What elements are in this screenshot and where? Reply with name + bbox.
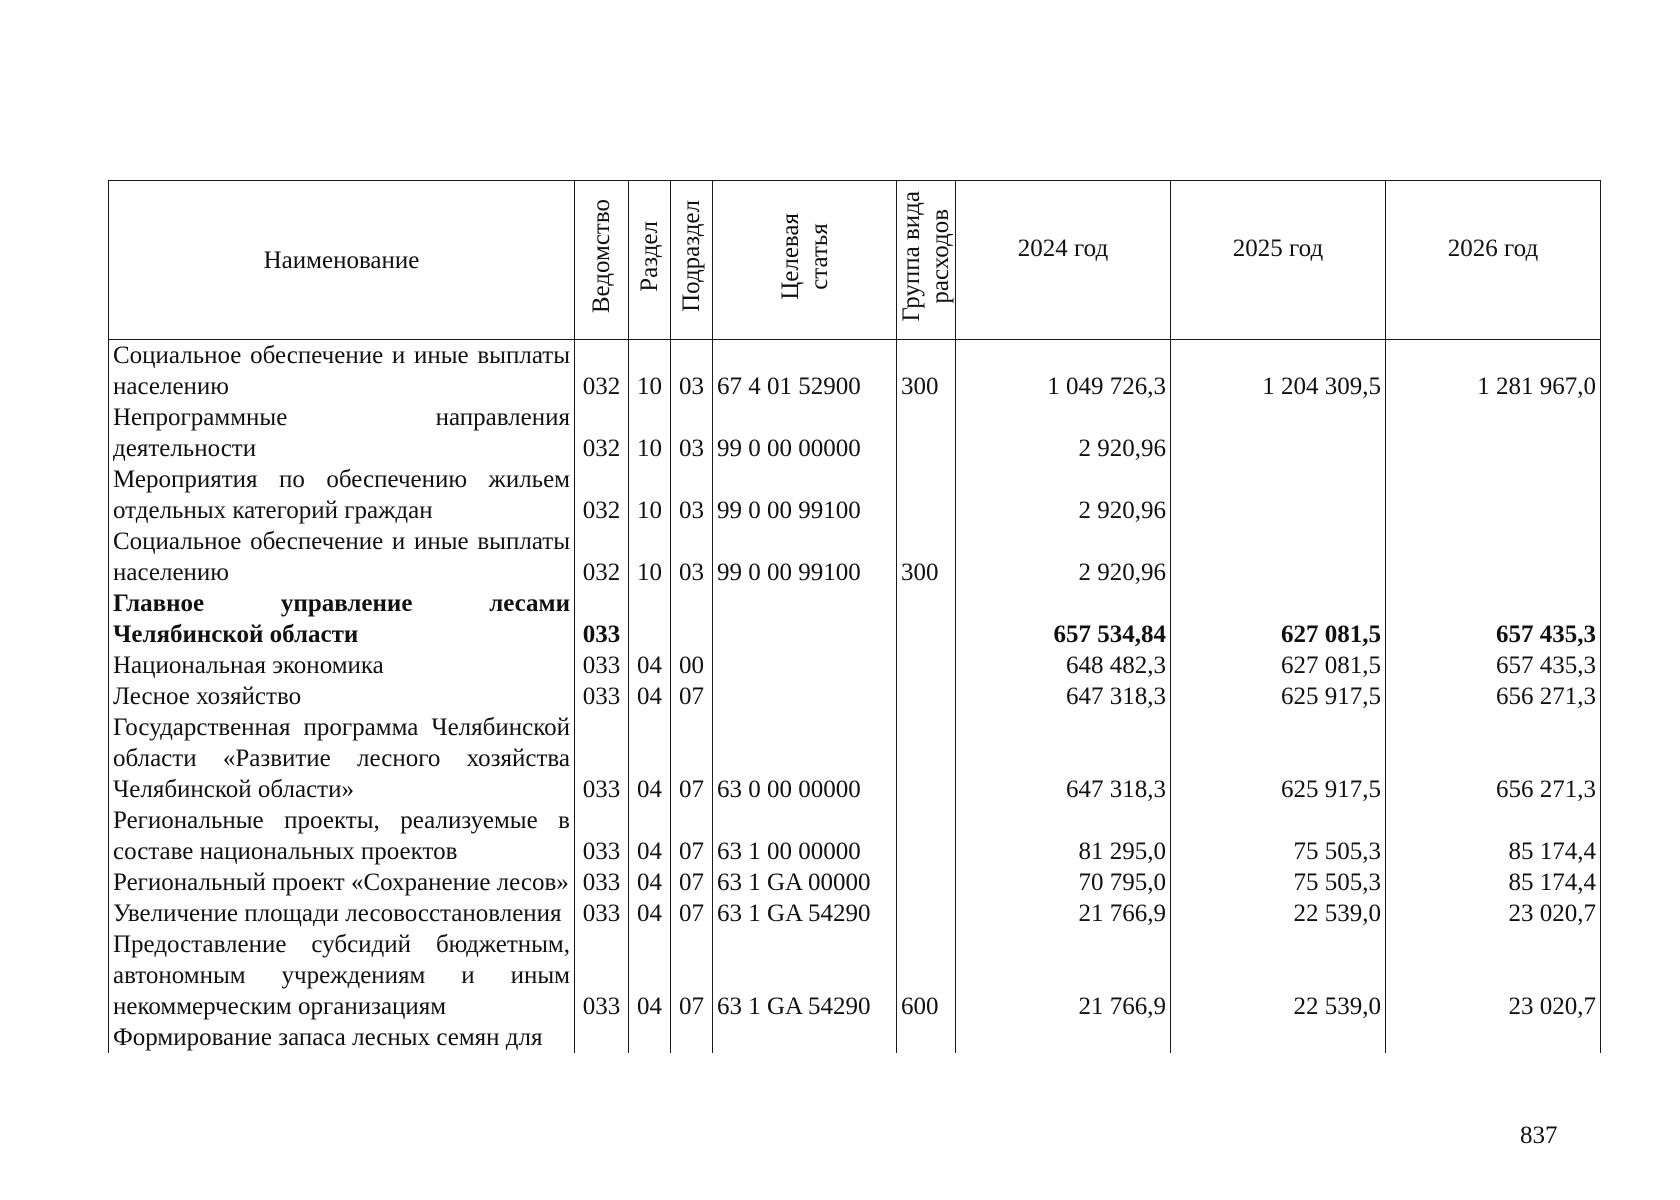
cell-subsection: 03 [671,464,713,526]
cell-name: Социальное обеспечение и иные выплаты населению [109,340,575,403]
table-row [109,464,1601,526]
table-row [109,712,1601,805]
cell-y2024 [956,1022,1171,1053]
cell-target: 63 1 00 00000 [713,805,897,867]
cell-name: Непрограммные направления деятельности [109,402,575,464]
cell-dept: 033 [575,805,629,867]
cell-section: 04 [629,681,671,712]
cell-dept: 033 [575,898,629,929]
header-2026: 2026 год [1386,181,1601,340]
cell-subsection: 03 [671,402,713,464]
table-row [109,898,1601,929]
cell-y2025 [1171,1022,1386,1053]
table-row [109,929,1601,1022]
header-2025: 2025 год [1171,181,1386,340]
cell-dept [575,1022,629,1053]
header-target: Целевая статья [713,181,897,340]
cell-y2025: 22 539,0 [1171,898,1386,929]
cell-y2026 [1386,526,1601,588]
cell-target: 63 1 GA 54290 [713,929,897,1022]
cell-group: 600 [897,929,956,1022]
cell-name: Предоставление субсидий бюджетным, автономным учреждениям и иным некоммерческим организациям [109,929,575,1022]
table-row [109,1022,1601,1053]
cell-y2026: 656 271,3 [1386,681,1601,712]
cell-dept: 033 [575,929,629,1022]
cell-y2024: 647 318,3 [956,712,1171,805]
cell-section [629,1022,671,1053]
cell-y2025: 75 505,3 [1171,805,1386,867]
cell-dept: 032 [575,402,629,464]
cell-group [897,805,956,867]
cell-target [713,681,897,712]
cell-name: Региональные проекты, реализуемые в составе национальных проектов [109,805,575,867]
cell-y2024: 2 920,96 [956,402,1171,464]
cell-section: 04 [629,929,671,1022]
header-section: Раздел [629,181,671,340]
cell-dept: 032 [575,340,629,403]
header-2024: 2024 год [956,181,1171,340]
header-name: Наименование [109,181,575,340]
cell-target: 99 0 00 99100 [713,526,897,588]
cell-y2025 [1171,464,1386,526]
cell-y2025: 75 505,3 [1171,867,1386,898]
header-dept: Ведомство [575,181,629,340]
cell-y2026: 657 435,3 [1386,650,1601,681]
cell-target [713,1022,897,1053]
cell-dept: 033 [575,588,629,650]
cell-y2026: 23 020,7 [1386,898,1601,929]
cell-y2024: 70 795,0 [956,867,1171,898]
cell-dept: 032 [575,526,629,588]
cell-y2024: 2 920,96 [956,464,1171,526]
cell-group [897,464,956,526]
cell-y2024: 21 766,9 [956,929,1171,1022]
table-row [109,402,1601,464]
cell-section: 10 [629,464,671,526]
cell-dept: 033 [575,712,629,805]
cell-target [713,588,897,650]
cell-subsection: 07 [671,929,713,1022]
cell-name: Лесное хозяйство [109,681,575,712]
cell-y2025 [1171,402,1386,464]
cell-y2026: 657 435,3 [1386,588,1601,650]
cell-y2026: 23 020,7 [1386,929,1601,1022]
cell-subsection: 07 [671,898,713,929]
cell-name: Национальная экономика [109,650,575,681]
cell-group [897,650,956,681]
cell-group [897,681,956,712]
cell-y2024: 647 318,3 [956,681,1171,712]
cell-name: Региональный проект «Сохранение лесов» [109,867,575,898]
cell-target: 63 1 GA 54290 [713,898,897,929]
cell-y2024: 648 482,3 [956,650,1171,681]
cell-y2026: 85 174,4 [1386,805,1601,867]
cell-section: 04 [629,650,671,681]
cell-name: Главное управление лесами Челябинской области [109,588,575,650]
cell-target [713,650,897,681]
cell-dept: 033 [575,650,629,681]
cell-group [897,712,956,805]
cell-subsection: 03 [671,526,713,588]
cell-section: 10 [629,402,671,464]
cell-subsection: 00 [671,650,713,681]
cell-y2026: 85 174,4 [1386,867,1601,898]
cell-target: 99 0 00 00000 [713,402,897,464]
cell-subsection: 07 [671,681,713,712]
header-subsection: Подраздел [671,181,713,340]
cell-y2025: 1 204 309,5 [1171,340,1386,403]
table-row [109,867,1601,898]
cell-name: Формирование запаса лесных семян для [109,1022,575,1053]
cell-y2024: 1 049 726,3 [956,340,1171,403]
cell-section: 04 [629,712,671,805]
cell-group [897,898,956,929]
cell-target: 67 4 01 52900 [713,340,897,403]
cell-group [897,402,956,464]
cell-section [629,588,671,650]
cell-dept: 033 [575,867,629,898]
page-number: 837 [1520,1122,1558,1149]
cell-y2026 [1386,402,1601,464]
cell-y2024: 2 920,96 [956,526,1171,588]
cell-subsection [671,1022,713,1053]
cell-y2025: 22 539,0 [1171,929,1386,1022]
cell-section: 10 [629,340,671,403]
cell-y2026: 1 281 967,0 [1386,340,1601,403]
cell-y2025: 625 917,5 [1171,712,1386,805]
cell-group [897,867,956,898]
cell-group: 300 [897,340,956,403]
cell-name: Государственная программа Челябинской области «Развитие лесного хозяйства Челябинской области» [109,712,575,805]
cell-target: 99 0 00 99100 [713,464,897,526]
cell-group: 300 [897,526,956,588]
header-group: Группа вида расходов [897,181,956,340]
table-row [109,588,1601,650]
cell-name: Увеличение площади лесовосстановления [109,898,575,929]
cell-y2026 [1386,1022,1601,1053]
cell-y2025: 627 081,5 [1171,650,1386,681]
budget-table [108,180,1601,1053]
cell-subsection [671,588,713,650]
cell-name: Мероприятия по обеспечению жильем отдельных категорий граждан [109,464,575,526]
cell-section: 04 [629,898,671,929]
cell-section: 04 [629,805,671,867]
header-row [109,181,1601,340]
table-row [109,805,1601,867]
table-row [109,340,1601,403]
cell-y2024: 21 766,9 [956,898,1171,929]
cell-section: 04 [629,867,671,898]
cell-y2025: 627 081,5 [1171,588,1386,650]
cell-target: 63 1 GA 00000 [713,867,897,898]
cell-section: 10 [629,526,671,588]
table-row [109,650,1601,681]
cell-subsection: 03 [671,340,713,403]
cell-dept: 032 [575,464,629,526]
cell-name: Социальное обеспечение и иные выплаты населению [109,526,575,588]
cell-subsection: 07 [671,867,713,898]
cell-y2024: 81 295,0 [956,805,1171,867]
cell-y2025 [1171,526,1386,588]
table-row [109,681,1601,712]
cell-y2024: 657 534,84 [956,588,1171,650]
cell-group [897,1022,956,1053]
cell-subsection: 07 [671,805,713,867]
cell-subsection: 07 [671,712,713,805]
cell-dept: 033 [575,681,629,712]
cell-y2026 [1386,464,1601,526]
cell-y2026: 656 271,3 [1386,712,1601,805]
cell-y2025: 625 917,5 [1171,681,1386,712]
table-row [109,526,1601,588]
cell-group [897,588,956,650]
cell-target: 63 0 00 00000 [713,712,897,805]
